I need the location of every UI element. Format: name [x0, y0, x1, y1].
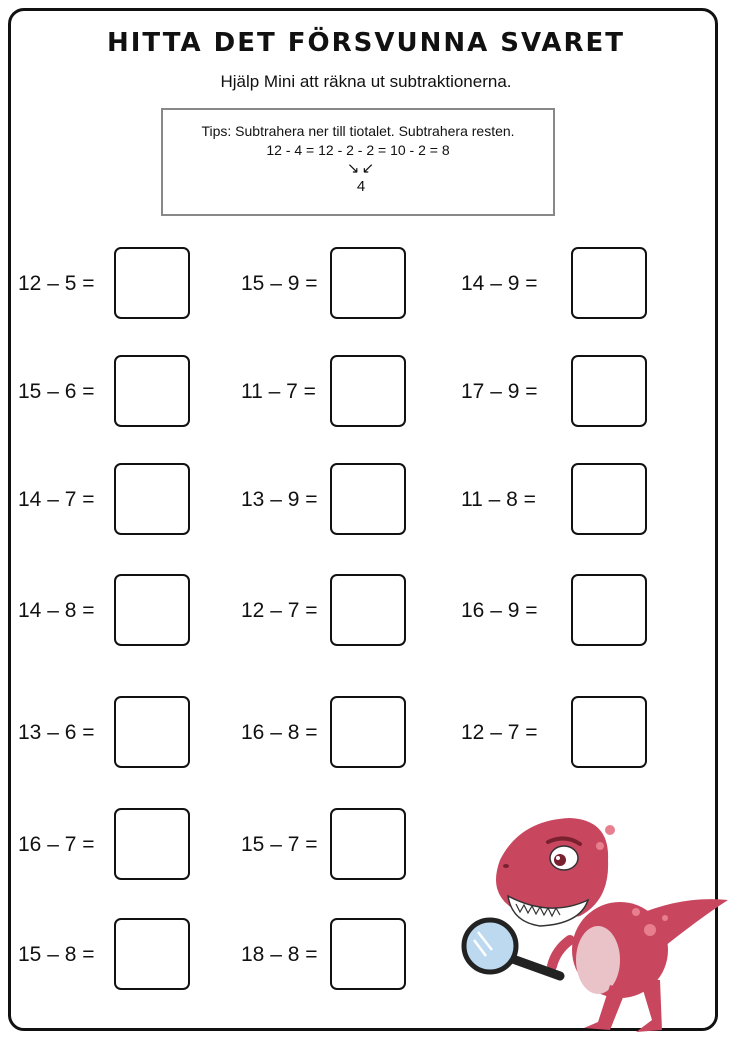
problem-expression: 12 – 7 =	[241, 599, 318, 622]
answer-box[interactable]	[114, 247, 190, 319]
problem-expression: 14 – 8 =	[18, 599, 95, 622]
answer-box[interactable]	[571, 247, 647, 319]
answer-box[interactable]	[330, 696, 406, 768]
tips-example: 12 - 4 = 12 - 2 - 2 = 10 - 2 = 8	[266, 142, 450, 158]
problem-expression: 13 – 6 =	[18, 721, 95, 744]
answer-box[interactable]	[114, 918, 190, 990]
problem-expression: 11 – 8 =	[461, 488, 536, 511]
problem-expression: 17 – 9 =	[461, 380, 538, 403]
answer-box[interactable]	[571, 574, 647, 646]
answer-box[interactable]	[330, 918, 406, 990]
answer-box[interactable]	[571, 463, 647, 535]
answer-box[interactable]	[330, 247, 406, 319]
answer-box[interactable]	[114, 355, 190, 427]
answer-box[interactable]	[330, 808, 406, 880]
answer-box[interactable]	[330, 574, 406, 646]
problem-expression: 13 – 9 =	[241, 488, 318, 511]
problem-expression: 15 – 7 =	[241, 833, 318, 856]
problem-expression: 12 – 5 =	[18, 272, 95, 295]
answer-box[interactable]	[114, 808, 190, 880]
problem-expression: 14 – 9 =	[461, 272, 538, 295]
answer-box[interactable]	[114, 574, 190, 646]
problem-expression: 15 – 8 =	[18, 943, 95, 966]
worksheet-title: HITTA DET FÖRSVUNNA SVARET	[106, 28, 626, 58]
problem-expression: 18 – 8 =	[241, 943, 318, 966]
dinosaur-with-magnifying-glass-icon	[460, 800, 732, 1040]
tips-split-arrows: ↘ ↙	[346, 160, 374, 177]
problem-expression: 16 – 8 =	[241, 721, 318, 744]
problem-expression: 16 – 9 =	[461, 599, 538, 622]
worksheet-instructions: Hjälp Mini att räkna ut subtraktionerna.	[220, 72, 512, 91]
problem-expression: 16 – 7 =	[18, 833, 95, 856]
answer-box[interactable]	[571, 696, 647, 768]
problem-expression: 11 – 7 =	[241, 380, 316, 403]
problem-expression: 15 – 6 =	[18, 380, 95, 403]
problem-expression: 15 – 9 =	[241, 272, 318, 295]
answer-box[interactable]	[114, 696, 190, 768]
problem-expression: 12 – 7 =	[461, 721, 538, 744]
tips-text: Tips: Subtrahera ner till tiotalet. Subtrahera resten.	[201, 123, 515, 139]
answer-box[interactable]	[571, 355, 647, 427]
tips-box	[161, 108, 555, 216]
answer-box[interactable]	[330, 355, 406, 427]
problem-expression: 14 – 7 =	[18, 488, 95, 511]
tips-split-number: 4	[356, 178, 366, 195]
answer-box[interactable]	[114, 463, 190, 535]
answer-box[interactable]	[330, 463, 406, 535]
